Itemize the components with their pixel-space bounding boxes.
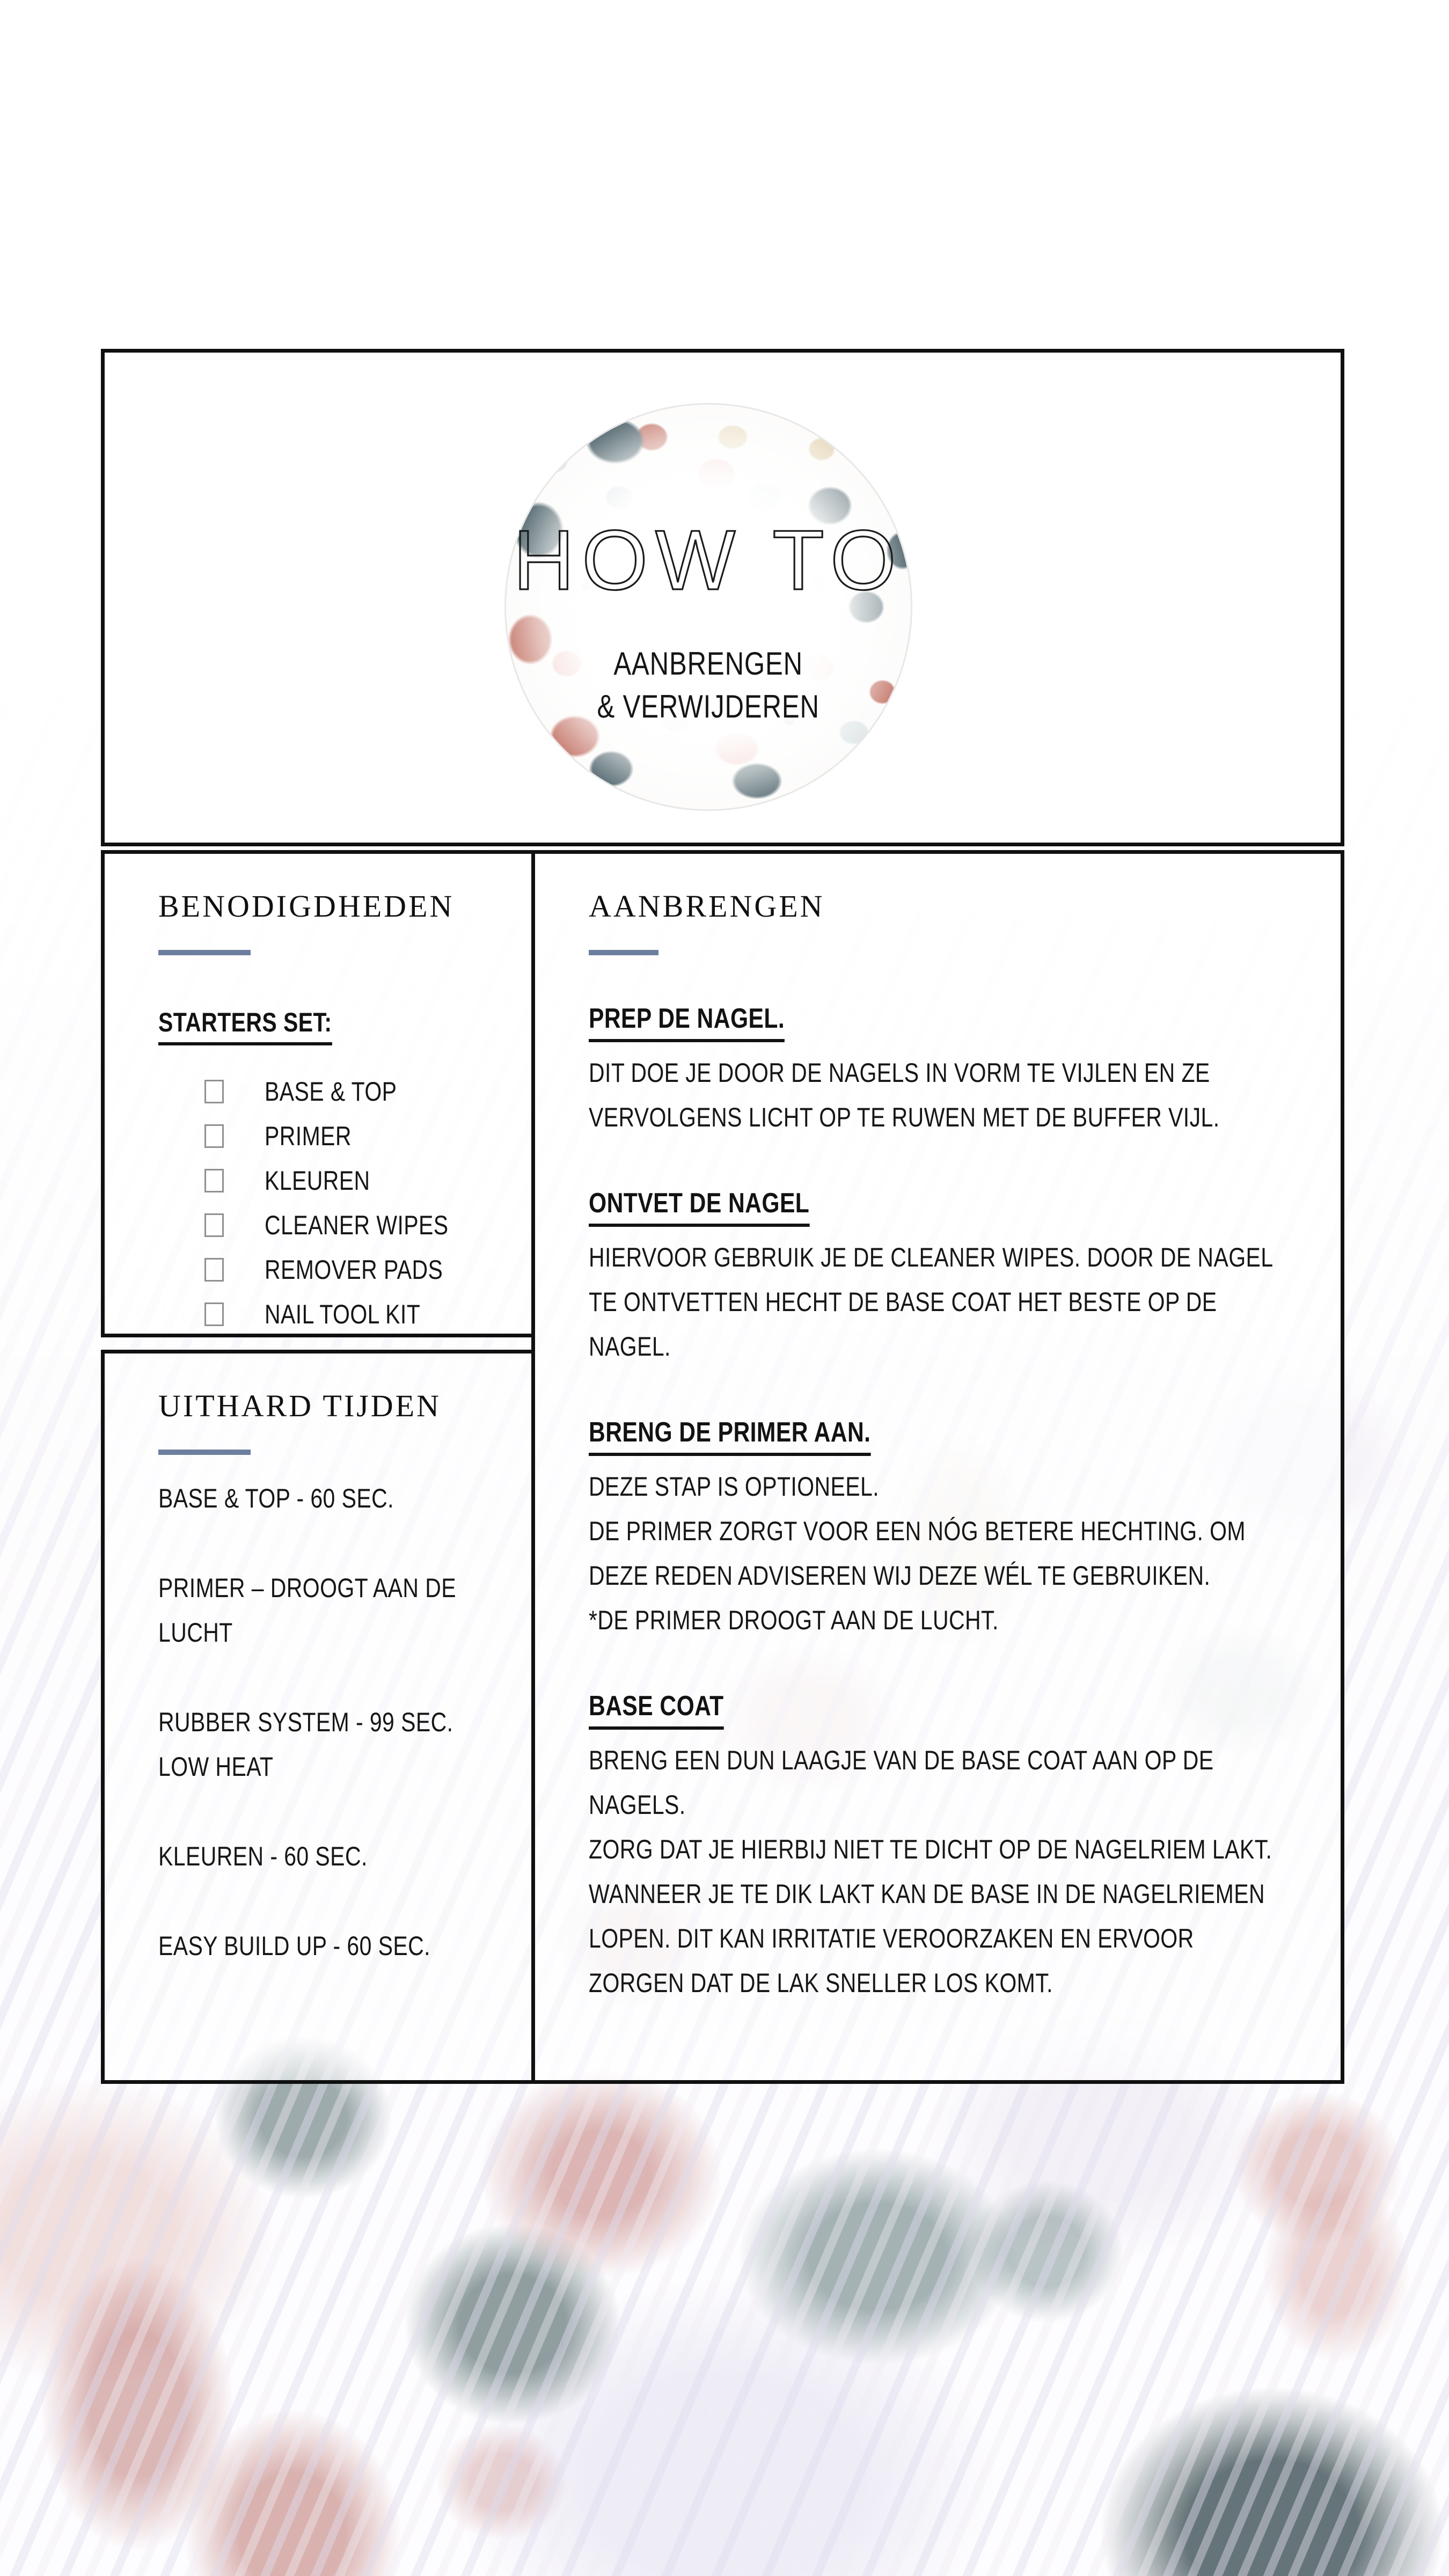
accent-bar xyxy=(589,950,658,955)
benodigdheden-box xyxy=(101,850,535,1337)
checkbox-icon xyxy=(204,1080,224,1103)
section-title: ONTVET DE NAGEL xyxy=(589,1187,809,1227)
section-text-line: DE PRIMER ZORGT VOOR EEN NÓG BETERE HECHTING. OM xyxy=(589,1516,1246,1546)
section-text-line: WANNEER JE TE DIK LAKT KAN DE BASE IN DE NAGELRIEMEN xyxy=(589,1879,1265,1909)
section-text-line: ZORG DAT JE HIERBIJ NIET TE DICHT OP DE NAGELRIEM LAKT. xyxy=(589,1834,1272,1864)
checklist-item-label: KLEUREN xyxy=(265,1165,370,1196)
checklist-item xyxy=(204,1114,512,1158)
checklist-item xyxy=(204,1292,512,1336)
section-text-line: DEZE STAP IS OPTIONEEL. xyxy=(589,1472,880,1502)
section-text-line: *DE PRIMER DROOGT AAN DE LUCHT. xyxy=(589,1605,999,1635)
header-box xyxy=(101,349,1344,846)
terrazzo-logo xyxy=(504,403,912,811)
uithard-entry-line: EASY BUILD UP - 60 SEC. xyxy=(158,1931,430,1961)
section-text-line: LOPEN. DIT KAN IRRITATIE VEROORZAKEN EN ERVOOR xyxy=(589,1923,1194,1953)
checklist-item-label: PRIMER xyxy=(265,1121,352,1151)
instruction-section xyxy=(589,1002,1321,1140)
section-text-line: NAGELS. xyxy=(589,1790,686,1820)
section-title-row xyxy=(589,1690,1321,1730)
section-body xyxy=(589,1738,1321,2006)
section-title: PREP DE NAGEL. xyxy=(589,1002,785,1042)
checklist-item-label: CLEANER WIPES xyxy=(265,1210,449,1240)
uithard-list xyxy=(158,1476,512,1968)
checklist-item-label: NAIL TOOL KIT xyxy=(265,1299,421,1329)
checkbox-icon xyxy=(204,1213,224,1237)
logo-subtitle-line2: & VERWIJDEREN xyxy=(597,689,820,724)
instruction-section xyxy=(589,1416,1321,1643)
section-text-line: DEZE REDEN ADVISEREN WIJ DEZE WÉL TE GEBRUIKEN. xyxy=(589,1561,1211,1591)
checkbox-icon xyxy=(204,1302,224,1326)
section-text-line: BRENG EEN DUN LAAGJE VAN DE BASE COAT AAN OP DE xyxy=(589,1745,1214,1775)
checklist-item-label: BASE & TOP xyxy=(265,1076,397,1107)
instruction-section xyxy=(589,1187,1321,1369)
starters-checklist xyxy=(158,1069,512,1336)
uithard-entry-line: RUBBER SYSTEM - 99 SEC. xyxy=(158,1707,453,1737)
checklist-item xyxy=(204,1069,512,1114)
section-body xyxy=(589,1235,1321,1369)
logo-title: HOW TO xyxy=(513,513,904,608)
uithard-entry xyxy=(158,1924,512,1968)
uithard-entry xyxy=(158,1566,512,1655)
uithard-heading: UITHARD TIJDEN xyxy=(158,1388,441,1423)
checkbox-icon xyxy=(204,1169,224,1192)
checkbox-icon xyxy=(204,1124,224,1148)
section-text-line: DIT DOE JE DOOR DE NAGELS IN VORM TE VIJLEN EN ZE xyxy=(589,1058,1210,1088)
section-title-row xyxy=(589,1187,1321,1227)
uithard-entry xyxy=(158,1476,512,1521)
section-body xyxy=(589,1051,1321,1140)
accent-bar xyxy=(158,950,251,955)
starters-set-label: STARTERS SET: xyxy=(158,1007,332,1045)
uithard-entry xyxy=(158,1700,512,1789)
checklist-item xyxy=(204,1158,512,1203)
aanbrengen-box xyxy=(531,850,1344,2084)
checkbox-icon xyxy=(204,1258,224,1282)
uithard-entry-line: PRIMER – DROOGT AAN DE xyxy=(158,1573,457,1603)
uithard-entry-line: KLEUREN - 60 SEC. xyxy=(158,1841,368,1871)
accent-bar xyxy=(158,1450,251,1455)
section-title-row xyxy=(589,1002,1321,1042)
uithard-entry-line: LUCHT xyxy=(158,1618,233,1648)
section-title: BASE COAT xyxy=(589,1690,724,1730)
aanbrengen-heading: AANBRENGEN xyxy=(589,889,825,924)
logo-subtitle-line1: AANBRENGEN xyxy=(613,646,803,682)
section-title-row xyxy=(589,1416,1321,1456)
section-text-line: NAGEL. xyxy=(589,1331,671,1362)
uithard-entry-line: BASE & TOP - 60 SEC. xyxy=(158,1483,394,1513)
section-text-line: VERVOLGENS LICHT OP TE RUWEN MET DE BUFFER VIJL. xyxy=(589,1102,1220,1132)
uithard-tijden-box xyxy=(101,1350,535,2084)
uithard-entry xyxy=(158,1834,512,1879)
aanbrengen-sections xyxy=(589,1002,1321,2006)
section-title: BRENG DE PRIMER AAN. xyxy=(589,1416,870,1456)
section-text-line: TE ONTVETTEN HECHT DE BASE COAT HET BESTE OP DE xyxy=(589,1287,1217,1317)
checklist-item xyxy=(204,1247,512,1292)
checklist-item-label: REMOVER PADS xyxy=(265,1254,443,1285)
section-text-line: ZORGEN DAT DE LAK SNELLER LOS KOMT. xyxy=(589,1968,1053,1998)
checklist-item xyxy=(204,1203,512,1247)
section-text-line: HIERVOOR GEBRUIK JE DE CLEANER WIPES. DOOR DE NAGEL xyxy=(589,1242,1274,1272)
logo-subtitle xyxy=(597,642,819,728)
instruction-section xyxy=(589,1690,1321,2006)
section-body xyxy=(589,1465,1321,1643)
benodigdheden-heading: BENODIGDHEDEN xyxy=(158,889,455,924)
uithard-entry-line: LOW HEAT xyxy=(158,1752,274,1782)
